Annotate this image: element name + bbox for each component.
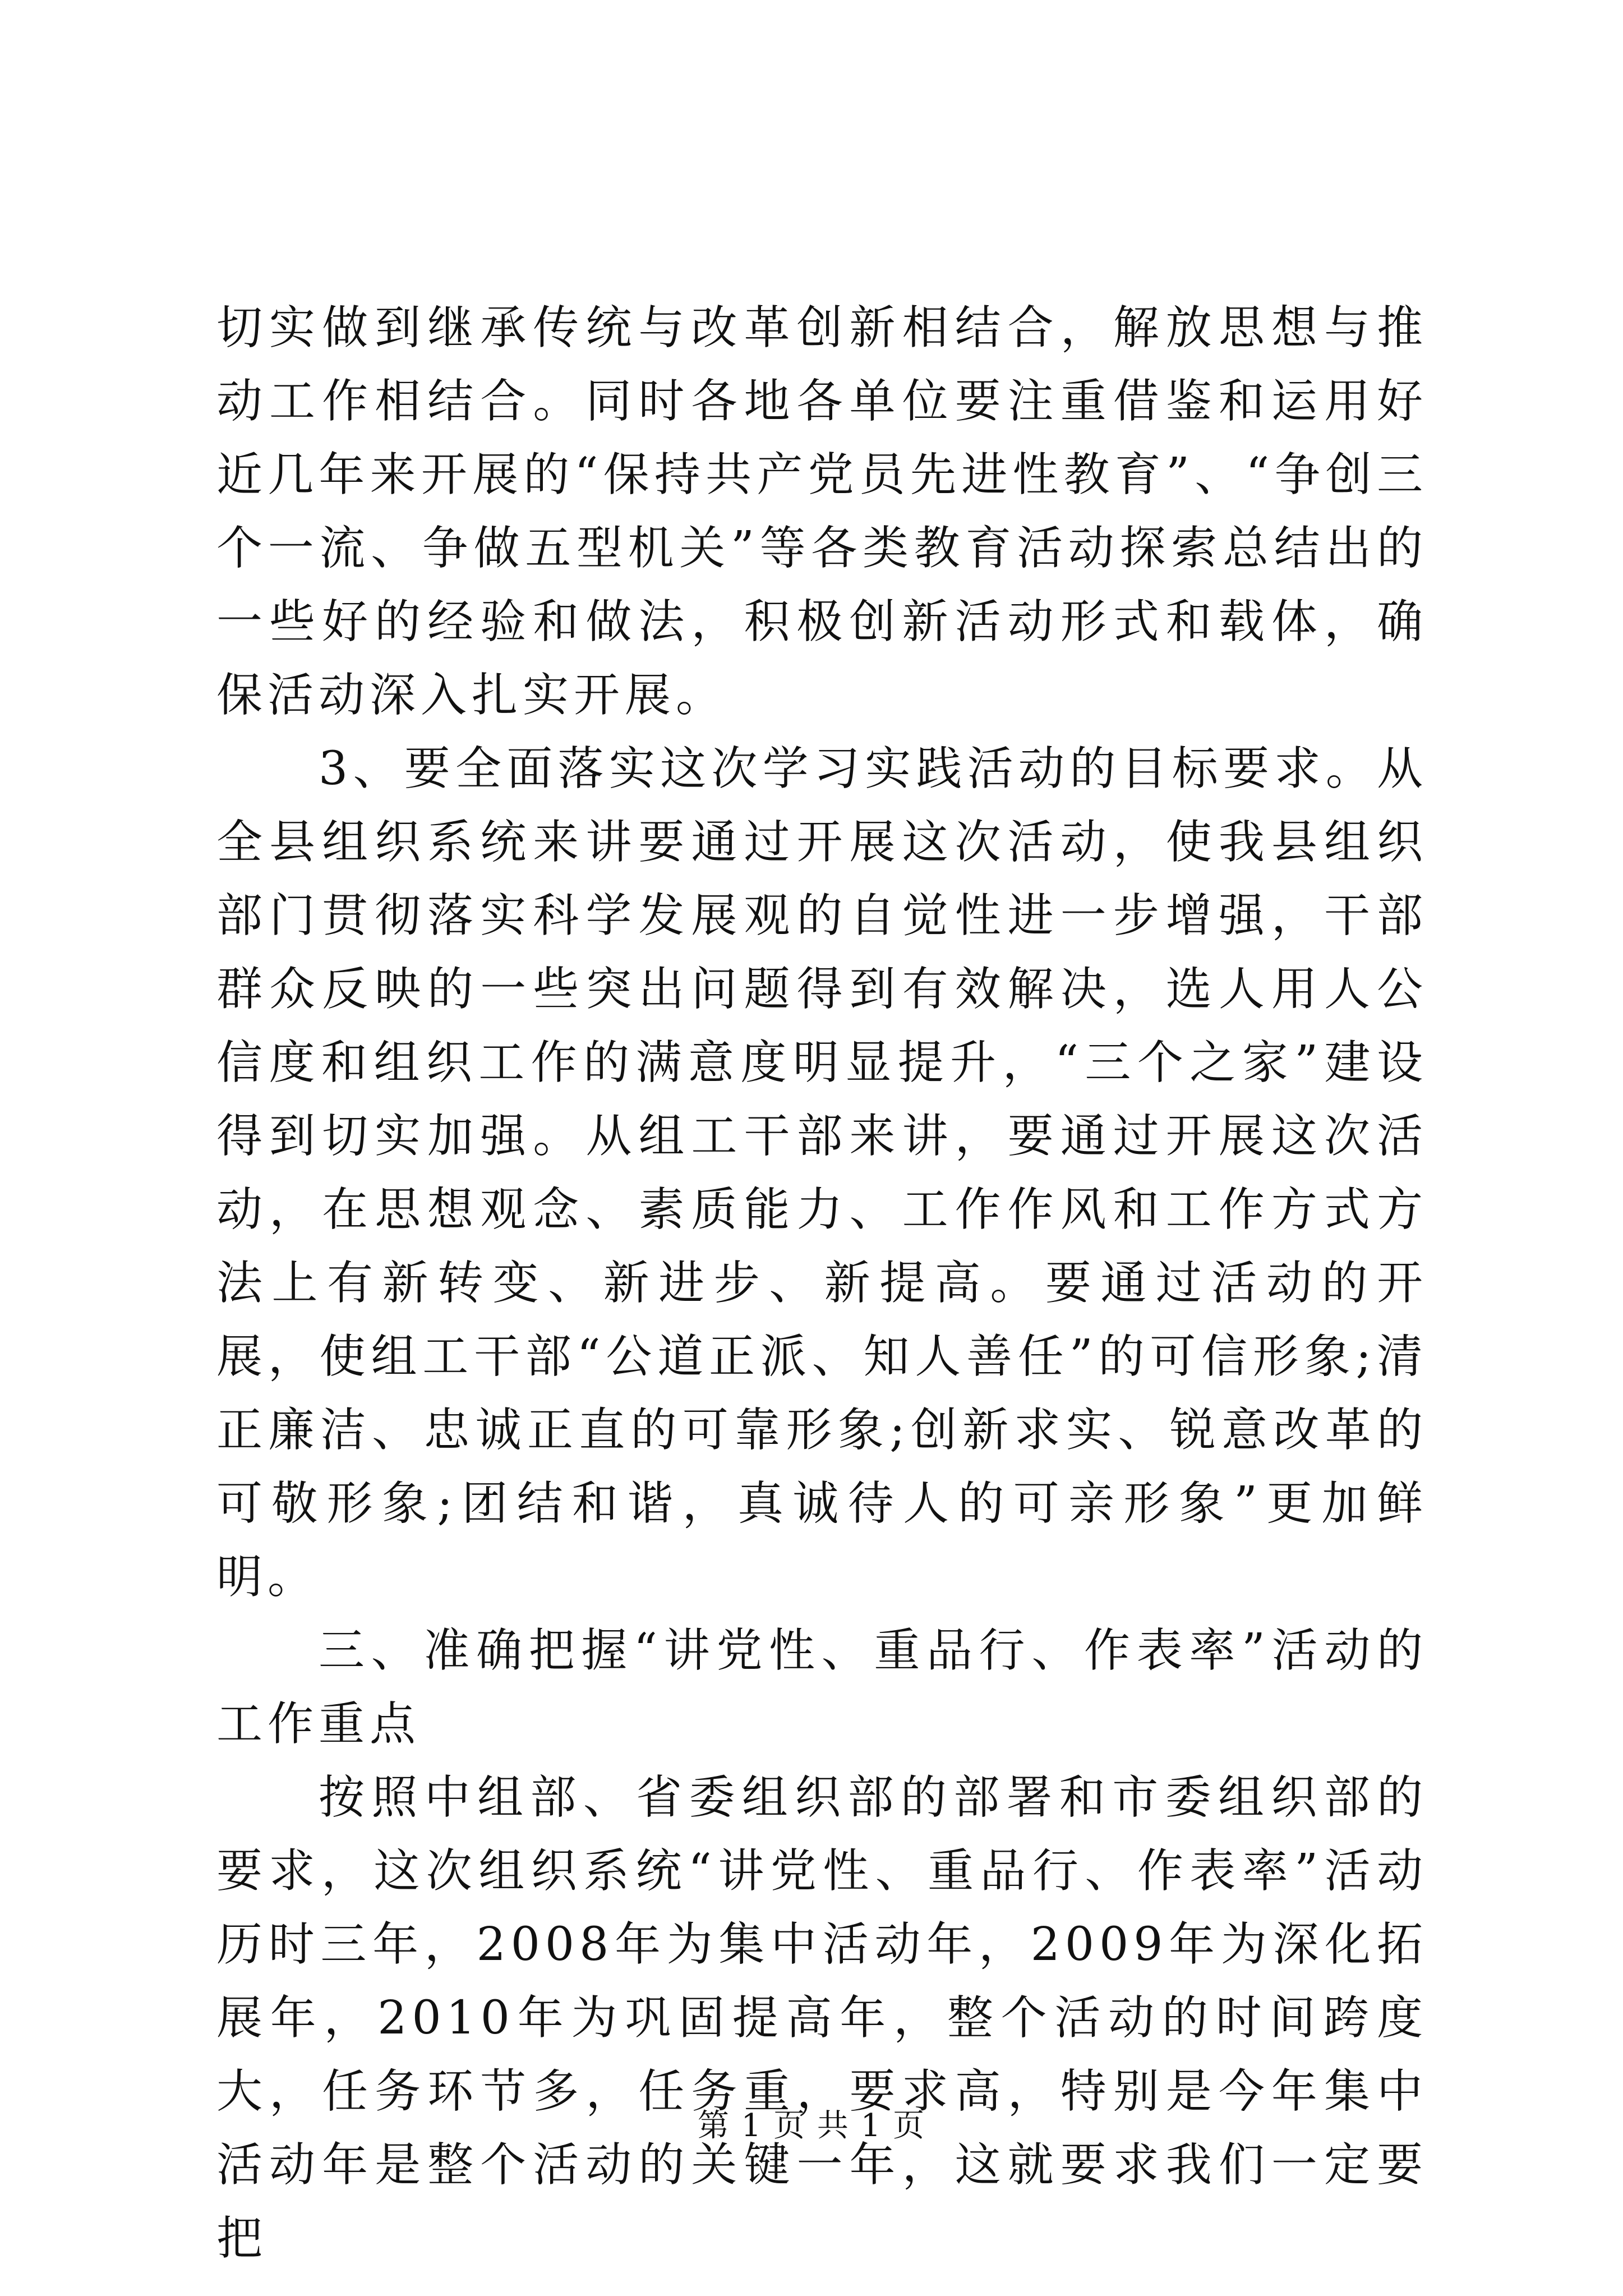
paragraph-continuation: 切实做到继承传统与改革创新相结合，解放思想与推动工作相结合。同时各地各单位要注重借鉴和运用好近几年来开展的“保持共产党员先进性教育”、“争创三个一流、争做五型机关”等各类教育活动探索总结出的一些好的经验和做法，积极创新活动形式和载体，确保活动深入扎实开展。 bbox=[216, 301, 1428, 722]
paragraph-activity-schedule: 按照中组部、省委组织部的部署和市委组织部的要求，这次组织系统“讲党性、重品行、作表率”活动历时三年，2008年为集中活动年，2009年为深化拓展年，2010年为巩固提高年，整个活动的时间跨度大，任务环节多，任务重，要求高，特别是今年集中活动年是整个活动的关键一年，这就要求我们一定要把 bbox=[216, 1771, 1428, 2265]
page-footer: 第 1 页 共 1 页 bbox=[697, 2108, 926, 2144]
section-heading-three: 三、准确把握“讲党性、重品行、作表率”活动的工作重点 bbox=[216, 1624, 1428, 1751]
document-body bbox=[216, 291, 1428, 2275]
paragraph-goal-requirements: 3、要全面落实这次学习实践活动的目标要求。从全县组织系统来讲要通过开展这次活动，使我县组织部门贯彻落实科学发展观的自觉性进一步增强，干部群众反映的一些突出问题得到有效解决，选人用人公信度和组织工作的满意度明显提升，“三个之家”建设得到切实加强。从组工干部来讲，要通过开展这次活动，在思想观念、素质能力、工作作风和工作方式方法上有新转变、新进步、新提高。要通过活动的开展，使组工干部“公道正派、知人善任”的可信形象;清正廉洁、忠诚正直的可靠形象;创新求实、锐意改革的可敬形象;团结和谐，真诚待人的可亲形象”更加鲜明。 bbox=[216, 742, 1428, 1604]
